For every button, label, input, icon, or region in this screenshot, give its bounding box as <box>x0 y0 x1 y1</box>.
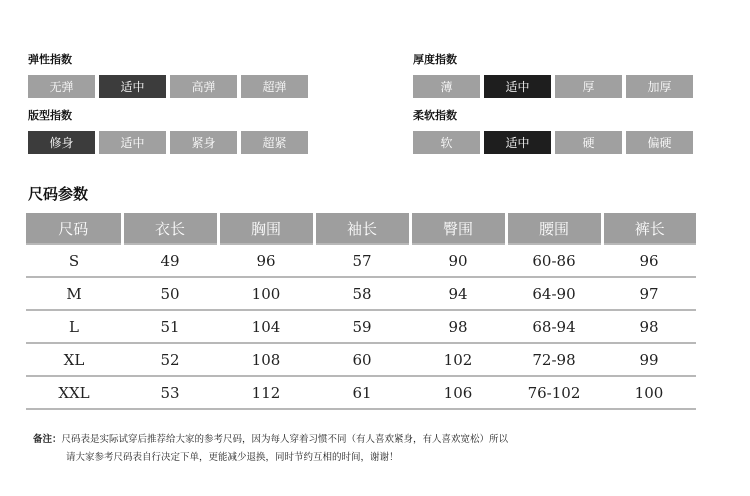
table-cell: L <box>26 310 122 343</box>
table-cell: 58 <box>314 277 410 310</box>
note-text-1: 尺码表是实际试穿后推荐给大家的参考尺码，因为每人穿着习惯不同（有人喜欢紧身，有人喜欢宽松）所以 <box>61 434 509 445</box>
thickness-option-thick: 厚 <box>555 75 622 98</box>
table-row <box>26 310 696 343</box>
table-cell: 98 <box>410 310 506 343</box>
table-cell: XL <box>26 343 122 376</box>
table-cell: 51 <box>122 310 218 343</box>
table-cell: XXL <box>26 376 122 409</box>
header-chest: 胸围 <box>218 213 314 244</box>
note-line-2 <box>66 449 399 463</box>
table-cell: 106 <box>410 376 506 409</box>
note-line-1 <box>33 431 508 445</box>
table-cell: 96 <box>602 244 696 277</box>
size-table <box>26 213 696 410</box>
table-cell: 97 <box>602 277 696 310</box>
fit-index-title: 版型指数 <box>28 109 72 122</box>
fit-options <box>28 131 312 154</box>
header-waist: 腰围 <box>506 213 602 244</box>
table-cell: 76-102 <box>506 376 602 409</box>
table-cell: 52 <box>122 343 218 376</box>
table-cell: 98 <box>602 310 696 343</box>
fit-option-slim: 修身 <box>28 131 95 154</box>
table-cell: 64-90 <box>506 277 602 310</box>
thickness-option-medium: 适中 <box>484 75 551 98</box>
header-pants-length: 裤长 <box>602 213 696 244</box>
softness-option-hard: 硬 <box>555 131 622 154</box>
thickness-option-extra-thick: 加厚 <box>626 75 693 98</box>
table-cell: 100 <box>218 277 314 310</box>
thickness-options <box>413 75 697 98</box>
table-cell: 72-98 <box>506 343 602 376</box>
table-cell: S <box>26 244 122 277</box>
header-length: 衣长 <box>122 213 218 244</box>
elasticity-index-title: 弹性指数 <box>28 53 72 66</box>
elasticity-option-super: 超弹 <box>241 75 308 98</box>
table-cell: 57 <box>314 244 410 277</box>
table-cell: 108 <box>218 343 314 376</box>
table-cell: 104 <box>218 310 314 343</box>
table-cell: 60 <box>314 343 410 376</box>
table-cell: 102 <box>410 343 506 376</box>
header-sleeve: 袖长 <box>314 213 410 244</box>
elasticity-option-none: 无弹 <box>28 75 95 98</box>
elasticity-options <box>28 75 312 98</box>
softness-option-very-hard: 偏硬 <box>626 131 693 154</box>
note-text-2: 请大家参考尺码表自行决定下单，更能减少退换，同时节约互相的时间，谢谢！ <box>66 452 399 463</box>
table-cell: 96 <box>218 244 314 277</box>
table-row <box>26 277 696 310</box>
table-cell: 59 <box>314 310 410 343</box>
thickness-option-thin: 薄 <box>413 75 480 98</box>
table-cell: 53 <box>122 376 218 409</box>
table-cell: 100 <box>602 376 696 409</box>
table-cell: 50 <box>122 277 218 310</box>
table-row <box>26 343 696 376</box>
elasticity-option-medium: 适中 <box>99 75 166 98</box>
thickness-index-title: 厚度指数 <box>413 53 457 66</box>
softness-index-title: 柔软指数 <box>413 109 457 122</box>
header-hip: 臀围 <box>410 213 506 244</box>
fit-option-tight: 紧身 <box>170 131 237 154</box>
fit-option-medium: 适中 <box>99 131 166 154</box>
table-cell: 99 <box>602 343 696 376</box>
table-cell: 112 <box>218 376 314 409</box>
elasticity-option-high: 高弹 <box>170 75 237 98</box>
table-cell: 94 <box>410 277 506 310</box>
softness-options <box>413 131 697 154</box>
softness-option-soft: 软 <box>413 131 480 154</box>
size-table-header-row <box>26 213 696 244</box>
table-cell: 68-94 <box>506 310 602 343</box>
table-cell: 49 <box>122 244 218 277</box>
table-cell: 60-86 <box>506 244 602 277</box>
size-section-title: 尺码参数 <box>28 185 89 203</box>
table-cell: 61 <box>314 376 410 409</box>
note-label: 备注： <box>33 434 62 445</box>
table-cell: 90 <box>410 244 506 277</box>
fit-option-super-tight: 超紧 <box>241 131 308 154</box>
table-cell: M <box>26 277 122 310</box>
table-row <box>26 376 696 409</box>
softness-option-medium: 适中 <box>484 131 551 154</box>
table-row <box>26 244 696 277</box>
header-size: 尺码 <box>26 213 122 244</box>
